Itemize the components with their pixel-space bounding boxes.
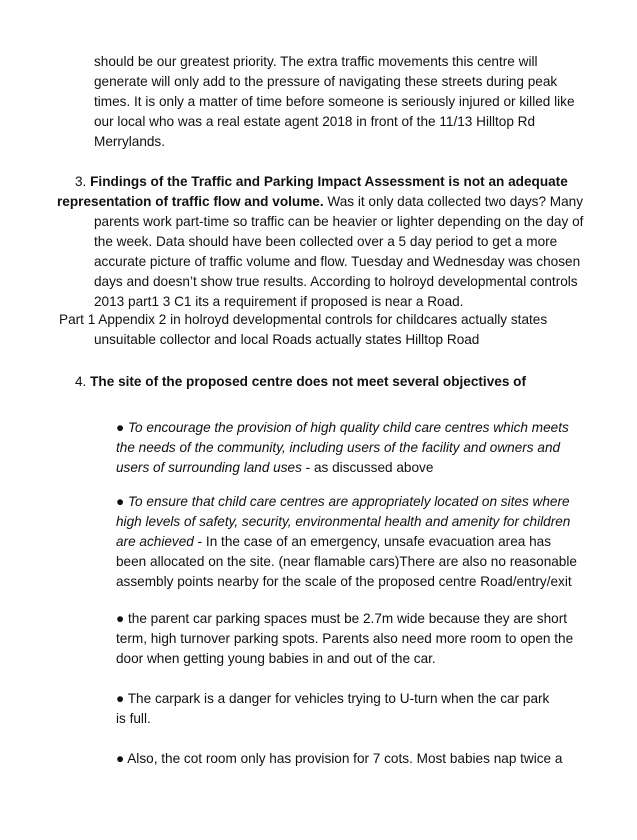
item3-number: 3.	[75, 174, 87, 189]
bullet-carpark-uturn	[116, 689, 586, 729]
bullet-parking-spaces	[116, 609, 580, 669]
appendix-line2: unsuitable collector and local Roads actually states Hilltop Road	[94, 332, 480, 347]
bullet-icon: ●	[116, 751, 125, 766]
intro-text: should be our greatest priority. The extra traffic movements this centre will generate will only add to the pressure of navigating these streets during peak times. It is only a matter of time before someone is seriously injured or killed like our local who was a real estate agent 2018 in front of the 11/13 Hilltop Rd Merrylands.	[94, 54, 575, 149]
bullet-4-text-line1: The carpark is a danger for vehicles trying to U-turn when the car park	[124, 691, 550, 706]
bullet-icon: ●	[116, 420, 125, 435]
bullet-objective-2	[116, 492, 578, 592]
bullet-4-line1	[116, 689, 586, 709]
bullet-1-plain: - as discussed above	[301, 460, 434, 475]
item3-body-first: Was it only data collected two days? Many	[323, 194, 584, 209]
item4-heading	[75, 372, 595, 392]
item4-heading-text: The site of the proposed centre does not meet several objectives of	[90, 374, 526, 389]
item3-heading-line2: representation of traffic flow and volume.	[57, 194, 324, 209]
item4-number: 4.	[75, 374, 87, 389]
bullet-4-line2: is full.	[116, 711, 151, 726]
item3-heading-line1: Findings of the Traffic and Parking Impact Assessment is not an adequate	[90, 174, 568, 189]
item3-body-rest-text: parents work part-time so traffic can be heavier or lighter depending on the day of the week. Data should have been collected over a 5 day period to get a more accurate picture of traffic volume and flow. Tuesday and Wednesday was chosen days and doesn’t show true results. According to holroyd developmental controls 2013 part1 3 C1 its a requirement if proposed is near a Road.	[94, 214, 584, 309]
item3-body	[57, 192, 597, 212]
bullet-objective-1	[116, 418, 578, 478]
bullet-1-italic: To encourage the provision of high quality child care centres which meets the needs of the community, including users of the facility and owners and users of surrounding land uses	[116, 420, 569, 475]
appendix-note-line1	[59, 310, 619, 330]
appendix-note-line2	[94, 330, 594, 350]
bullet-3-plain: the parent car parking spaces must be 2.7m wide because they are short term, high turnover parking spots. Parents also need more room to open the door when getting young babies in and out of the car.	[116, 611, 574, 666]
bullet-icon: ●	[116, 494, 125, 509]
appendix-line1: Part 1 Appendix 2 in holroyd developmental controls for childcares actually states	[59, 312, 548, 327]
bullet-icon: ●	[116, 691, 125, 706]
bullet-5-text: Also, the cot room only has provision for 7 cots. Most babies nap twice a	[124, 751, 563, 766]
bullet-2-plain: - In the case of an emergency, unsafe evacuation area has been allocated on the site. (near flamable cars)There are also no reasonable assembly points nearby for the scale of the proposed centre Road/entry/exit	[116, 534, 577, 589]
bullet-5-line	[116, 749, 586, 769]
item3-heading	[75, 172, 595, 192]
intro-paragraph	[94, 52, 584, 152]
bullet-icon: ●	[116, 611, 125, 626]
item3-body-rest	[94, 212, 588, 312]
bullet-2-italic: To ensure that child care centres are appropriately located on sites where high levels of safety, security, environmental health and amenity for children are achieved	[116, 494, 571, 549]
bullet-cot-room	[116, 749, 586, 769]
